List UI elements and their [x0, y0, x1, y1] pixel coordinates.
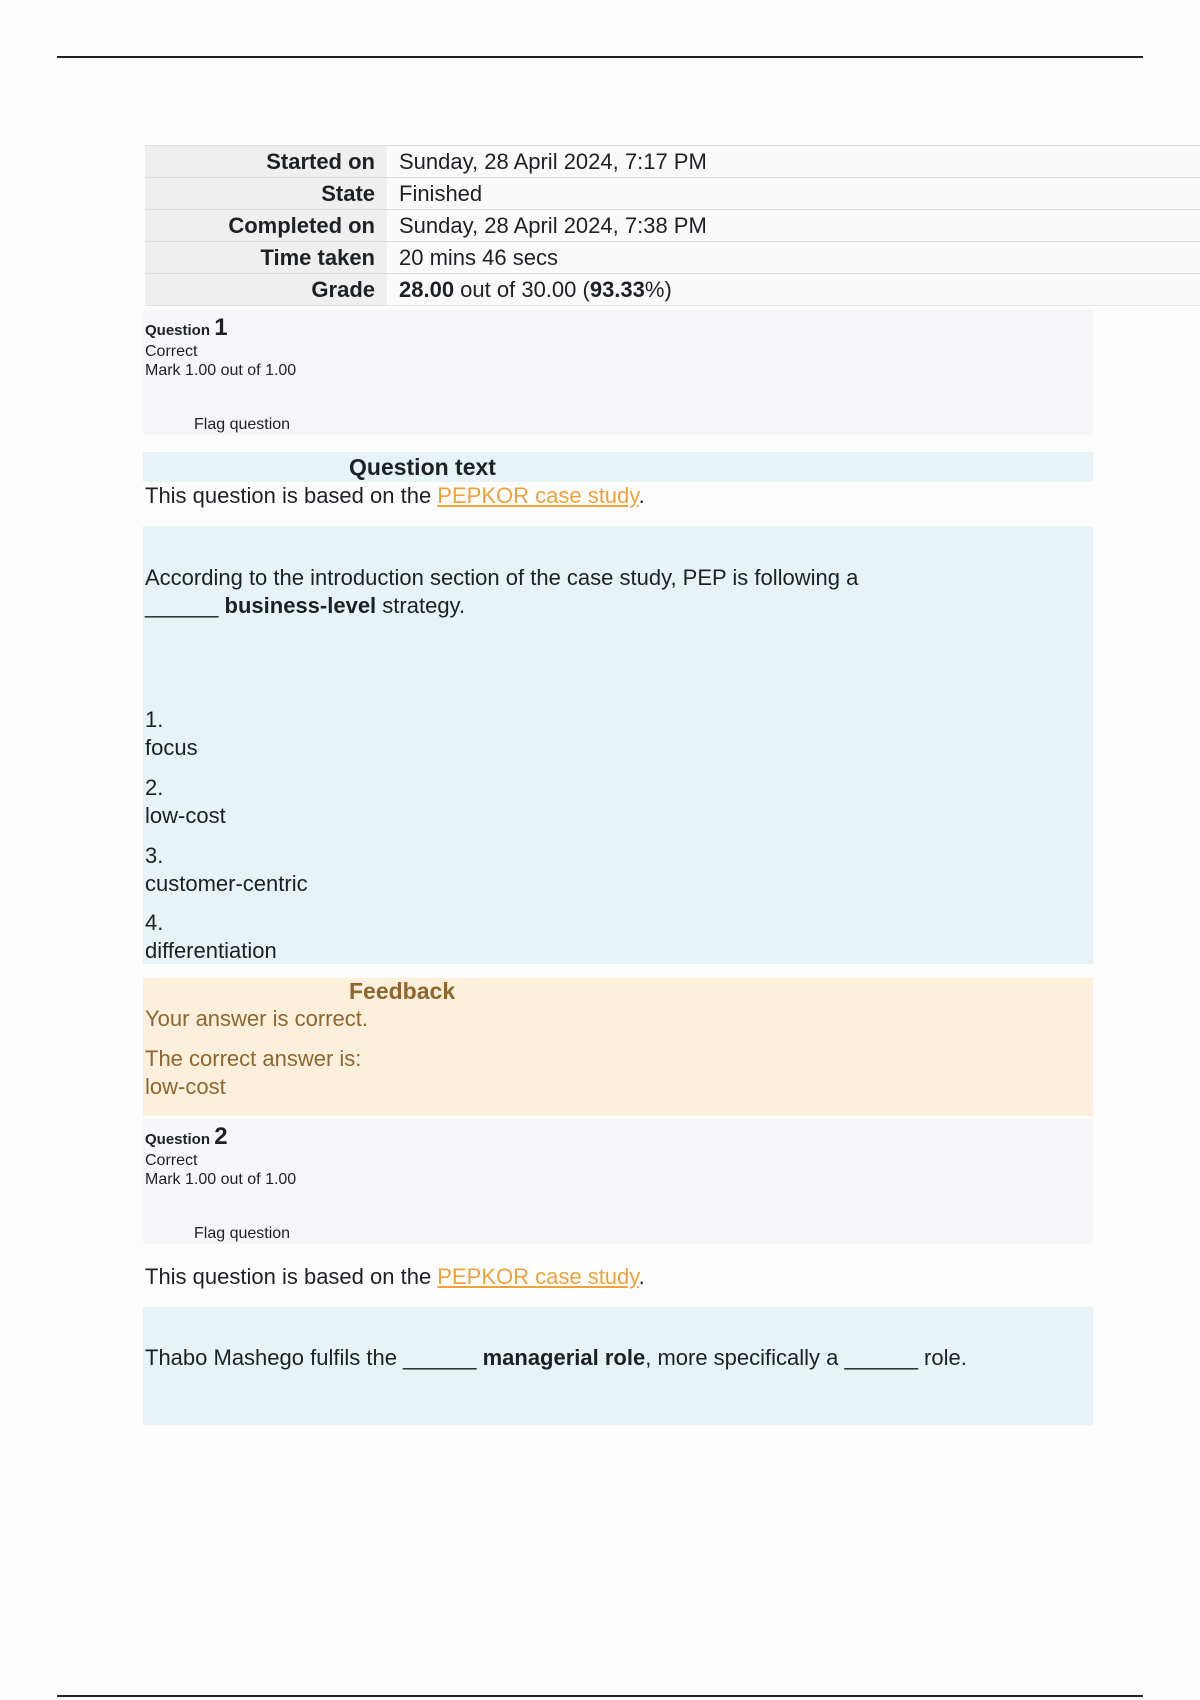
feedback-panel: [143, 978, 1093, 1116]
page-top-rule: [57, 56, 1143, 58]
question-text-b: , more specifically a: [645, 1345, 845, 1370]
flag-question-link[interactable]: Flag question: [194, 1225, 291, 1242]
answer-option[interactable]: [145, 706, 198, 762]
summary-row-grade: [145, 274, 1200, 306]
feedback-correct-value: low-cost: [145, 1074, 226, 1099]
question-mark: Mark 1.00 out of 1.00: [145, 362, 297, 379]
question-1-info: [143, 310, 1093, 435]
answer-text: customer-centric: [145, 871, 308, 896]
question-bold-term: managerial role: [476, 1345, 646, 1370]
summary-value: Sunday, 28 April 2024, 7:17 PM: [387, 146, 1200, 178]
grade-value: [387, 274, 1200, 306]
question-line: [145, 1345, 967, 1371]
flag-question-link[interactable]: Flag question: [194, 416, 291, 433]
answer-number: 1.: [145, 707, 164, 732]
question-text-heading-label: Question text: [349, 454, 496, 480]
intro-text: This question is based on the: [145, 483, 438, 508]
question-text-a: Thabo Mashego fulfils the: [145, 1345, 404, 1370]
attempt-summary-table: [145, 145, 1200, 306]
question-line-2: [145, 593, 465, 619]
question-2-body: [143, 1307, 1093, 1425]
summary-value: 20 mins 46 secs: [387, 242, 1200, 274]
question-number-value: 2: [214, 1123, 228, 1150]
answer-number: 3.: [145, 843, 164, 868]
question-state: Correct: [145, 343, 198, 360]
grade-score: 28.00: [399, 276, 455, 302]
page-bottom-rule: [57, 1695, 1143, 1697]
answer-blank-1: ______: [403, 1345, 477, 1370]
question-text-c: role.: [917, 1345, 967, 1370]
question-state: Correct: [145, 1152, 198, 1169]
summary-label: Completed on: [145, 210, 387, 242]
summary-row-completed: [145, 210, 1200, 242]
intro-period: .: [638, 1264, 645, 1289]
summary-row-started: [145, 146, 1200, 178]
case-study-link[interactable]: PEPKOR case study: [437, 1264, 639, 1289]
question-text-heading: [143, 452, 1093, 482]
answer-blank-2: ______: [844, 1345, 918, 1370]
answer-option[interactable]: [145, 774, 226, 830]
question-tail: strategy.: [376, 593, 466, 618]
feedback-result: Your answer is correct.: [145, 1006, 368, 1031]
question-mark: Mark 1.00 out of 1.00: [145, 1171, 297, 1188]
question-prefix: Question: [145, 1131, 211, 1148]
question-number: [145, 314, 228, 342]
summary-label: Started on: [145, 146, 387, 178]
question-1-body: [143, 526, 1093, 964]
summary-row-time: [145, 242, 1200, 274]
answer-option[interactable]: [145, 842, 308, 898]
grade-end: %): [644, 276, 672, 302]
question-number: [145, 1123, 228, 1151]
summary-value: Sunday, 28 April 2024, 7:38 PM: [387, 210, 1200, 242]
feedback-title: Feedback: [349, 978, 456, 1004]
intro-text: This question is based on the: [145, 1264, 438, 1289]
answer-blank: ______: [145, 593, 219, 618]
summary-label: Grade: [145, 274, 387, 306]
case-study-link[interactable]: PEPKOR case study: [437, 483, 639, 508]
grade-mid: out of 30.00 (: [454, 276, 590, 302]
question-2-info: [143, 1119, 1093, 1244]
answer-number: 2.: [145, 775, 164, 800]
question-bold-term: business-level: [224, 593, 377, 618]
answer-option[interactable]: [145, 909, 277, 965]
question-2-intro: [145, 1264, 645, 1290]
feedback-correct-label: The correct answer is:: [145, 1046, 362, 1071]
summary-label: State: [145, 178, 387, 210]
answer-text: differentiation: [145, 938, 277, 963]
question-number-value: 1: [214, 314, 228, 341]
answer-number: 4.: [145, 910, 164, 935]
question-line: According to the introduction section of the case study, PEP is following a: [145, 565, 859, 590]
summary-row-state: [145, 178, 1200, 210]
summary-label: Time taken: [145, 242, 387, 274]
question-1-intro: [145, 483, 645, 509]
answer-text: focus: [145, 735, 198, 760]
grade-percent: 93.33: [589, 276, 645, 302]
intro-period: .: [638, 483, 645, 508]
answer-text: low-cost: [145, 803, 226, 828]
question-prefix: Question: [145, 322, 211, 339]
summary-value: Finished: [387, 178, 1200, 210]
